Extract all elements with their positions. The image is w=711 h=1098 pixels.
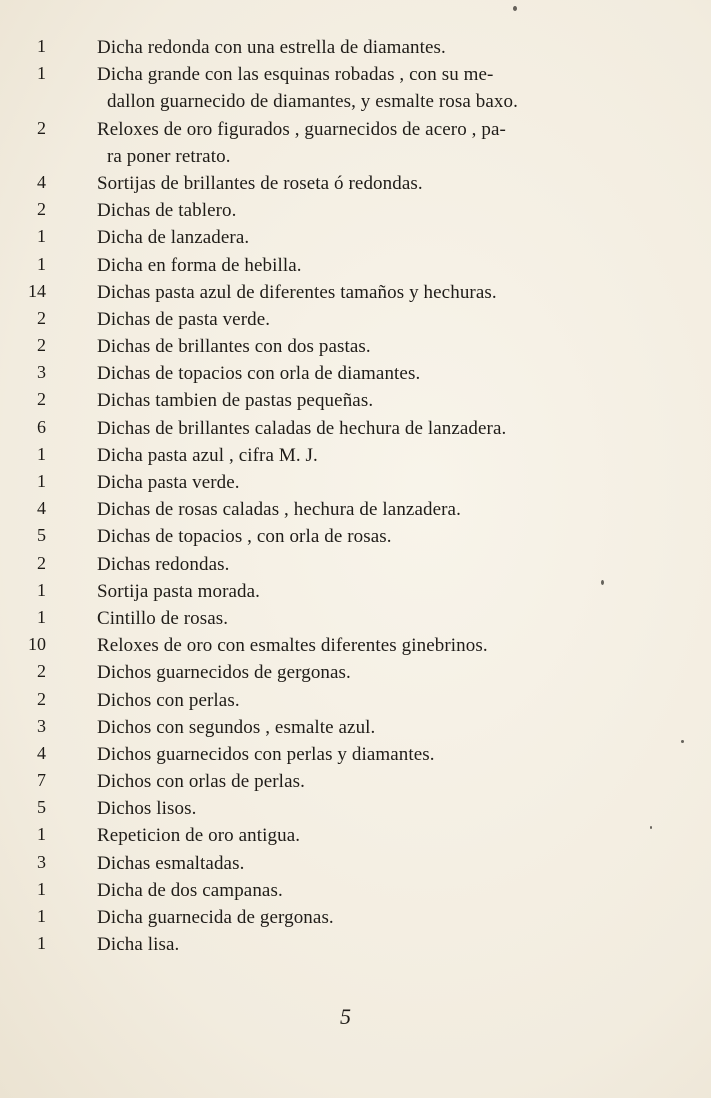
item-description <box>97 360 653 387</box>
item-description <box>97 904 653 931</box>
list-item <box>0 385 711 412</box>
item-quantity: 3 <box>37 851 46 872</box>
ink-speck <box>601 580 604 585</box>
ink-speck <box>513 6 517 11</box>
item-description <box>97 795 653 822</box>
list-item <box>0 413 711 440</box>
item-quantity: 5 <box>37 525 46 546</box>
item-quantity: 2 <box>37 335 46 356</box>
list-item <box>0 875 711 902</box>
list-item <box>0 657 711 684</box>
description-line: Dichas pasta azul de diferentes tamaños y hechuras. <box>97 281 497 303</box>
list-item <box>0 467 711 494</box>
description-line: Dichas de tablero. <box>97 200 237 222</box>
item-description <box>97 387 653 414</box>
item-quantity: 1 <box>37 471 46 492</box>
item-description <box>97 659 653 686</box>
item-quantity: 1 <box>37 933 46 954</box>
list-item <box>0 277 711 304</box>
item-description <box>97 34 653 61</box>
item-quantity: 1 <box>37 878 46 899</box>
item-quantity: 1 <box>37 824 46 845</box>
item-description <box>97 116 653 170</box>
list-item <box>0 114 711 168</box>
item-quantity: 1 <box>37 226 46 247</box>
item-description <box>97 578 653 605</box>
ink-speck <box>650 826 652 829</box>
ink-speck <box>681 740 684 743</box>
item-description <box>97 415 653 442</box>
description-continuation-line: dallon guarnecido de diamantes, y esmalte rosa baxo. <box>107 91 518 113</box>
item-description <box>97 306 653 333</box>
description-line: Dichas de brillantes caladas de hechura de lanzadera. <box>97 417 507 439</box>
description-line: Dichos con perlas. <box>97 689 240 711</box>
list-item <box>0 793 711 820</box>
list-item <box>0 358 711 385</box>
description-line: Dichos con orlas de perlas. <box>97 771 305 793</box>
description-line: Reloxes de oro con esmaltes diferentes ginebrinos. <box>97 635 488 657</box>
item-quantity: 1 <box>37 443 46 464</box>
list-item <box>0 820 711 847</box>
item-quantity: 6 <box>37 416 46 437</box>
list-item <box>0 32 711 59</box>
description-line: Dichos con segundos , esmalte azul. <box>97 716 376 738</box>
item-quantity: 4 <box>37 498 46 519</box>
description-line: Dicha grande con las esquinas robadas , con su me- <box>97 64 494 86</box>
description-line: Dicha pasta azul , cifra M. J. <box>97 444 318 466</box>
list-item <box>0 494 711 521</box>
item-description <box>97 224 653 251</box>
description-line: Dichos guarnecidos de gergonas. <box>97 662 351 684</box>
item-description <box>97 714 653 741</box>
description-line: Sortija pasta morada. <box>97 580 261 602</box>
item-quantity: 1 <box>37 63 46 84</box>
item-description <box>97 442 653 469</box>
description-line: Dichas redondas. <box>97 553 230 575</box>
item-quantity: 1 <box>37 36 46 56</box>
item-quantity: 1 <box>37 906 46 927</box>
item-description <box>97 605 653 632</box>
item-quantity: 2 <box>37 389 46 410</box>
description-line: Sortijas de brillantes de roseta ó redondas. <box>97 172 423 194</box>
description-line: Dichas esmaltadas. <box>97 852 245 874</box>
item-quantity: 2 <box>37 661 46 682</box>
list-item <box>0 603 711 630</box>
item-description <box>97 197 653 224</box>
list-item <box>0 929 711 956</box>
description-line: Dicha de dos campanas. <box>97 879 283 901</box>
description-line: Dichas tambien de pastas pequeñas. <box>97 390 374 412</box>
page-number: 5 <box>340 1004 351 1029</box>
item-description <box>97 170 653 197</box>
list-item <box>0 331 711 358</box>
item-quantity: 2 <box>37 307 46 328</box>
item-description <box>97 551 653 578</box>
list-item <box>0 848 711 875</box>
list-item <box>0 712 711 739</box>
description-line: Dichos guarnecidos con perlas y diamantes. <box>97 743 435 765</box>
item-description <box>97 333 653 360</box>
list-item <box>0 766 711 793</box>
item-description <box>97 523 653 550</box>
item-quantity: 14 <box>28 280 46 301</box>
item-quantity: 4 <box>37 171 46 192</box>
description-continuation-line: ra poner retrato. <box>107 145 231 167</box>
item-quantity: 2 <box>37 552 46 573</box>
item-description <box>97 768 653 795</box>
list-item <box>0 739 711 766</box>
item-description <box>97 469 653 496</box>
description-line: Reloxes de oro figurados , guarnecidos de acero , pa- <box>97 118 506 140</box>
item-description <box>97 687 653 714</box>
description-line: Dicha de lanzadera. <box>97 227 250 249</box>
item-quantity: 1 <box>37 606 46 627</box>
list-item <box>0 549 711 576</box>
list-item <box>0 59 711 113</box>
list-item <box>0 304 711 331</box>
description-line: Dicha pasta verde. <box>97 472 240 494</box>
item-description <box>97 279 653 306</box>
list-item <box>0 250 711 277</box>
item-quantity: 1 <box>37 579 46 600</box>
description-line: Dichas de topacios con orla de diamantes. <box>97 363 421 385</box>
item-quantity: 2 <box>37 688 46 709</box>
item-description <box>97 632 653 659</box>
list-item <box>0 630 711 657</box>
item-description <box>97 252 653 279</box>
description-line: Dichas de rosas caladas , hechura de lanzadera. <box>97 499 461 521</box>
description-line: Dichas de pasta verde. <box>97 308 271 330</box>
item-quantity: 4 <box>37 742 46 763</box>
item-description <box>97 931 653 958</box>
description-line: Dichas de brillantes con dos pastas. <box>97 336 371 358</box>
description-line: Dicha redonda con una estrella de diamantes. <box>97 37 446 58</box>
list-item <box>0 576 711 603</box>
description-line: Dicha guarnecida de gergonas. <box>97 907 334 929</box>
list-item <box>0 685 711 712</box>
item-description <box>97 61 653 115</box>
description-line: Repeticion de oro antigua. <box>97 825 301 847</box>
list-item <box>0 521 711 548</box>
item-quantity: 5 <box>37 797 46 818</box>
list-item <box>0 902 711 929</box>
inventory-list <box>0 32 711 956</box>
item-description <box>97 496 653 523</box>
item-quantity: 2 <box>37 117 46 138</box>
item-description <box>97 850 653 877</box>
list-item <box>0 195 711 222</box>
description-line: Dichos lisos. <box>97 798 197 820</box>
item-quantity: 3 <box>37 362 46 383</box>
item-quantity: 2 <box>37 199 46 220</box>
description-line: Dicha en forma de hebilla. <box>97 254 302 276</box>
description-line: Dicha lisa. <box>97 934 180 956</box>
list-item <box>0 168 711 195</box>
item-description <box>97 877 653 904</box>
item-quantity: 1 <box>37 253 46 274</box>
item-quantity: 10 <box>28 634 46 655</box>
item-description <box>97 822 653 849</box>
description-line: Cintillo de rosas. <box>97 607 229 629</box>
list-item <box>0 222 711 249</box>
item-quantity: 3 <box>37 715 46 736</box>
item-description <box>97 741 653 768</box>
item-quantity: 7 <box>37 770 46 791</box>
list-item <box>0 440 711 467</box>
description-line: Dichas de topacios , con orla de rosas. <box>97 526 392 548</box>
